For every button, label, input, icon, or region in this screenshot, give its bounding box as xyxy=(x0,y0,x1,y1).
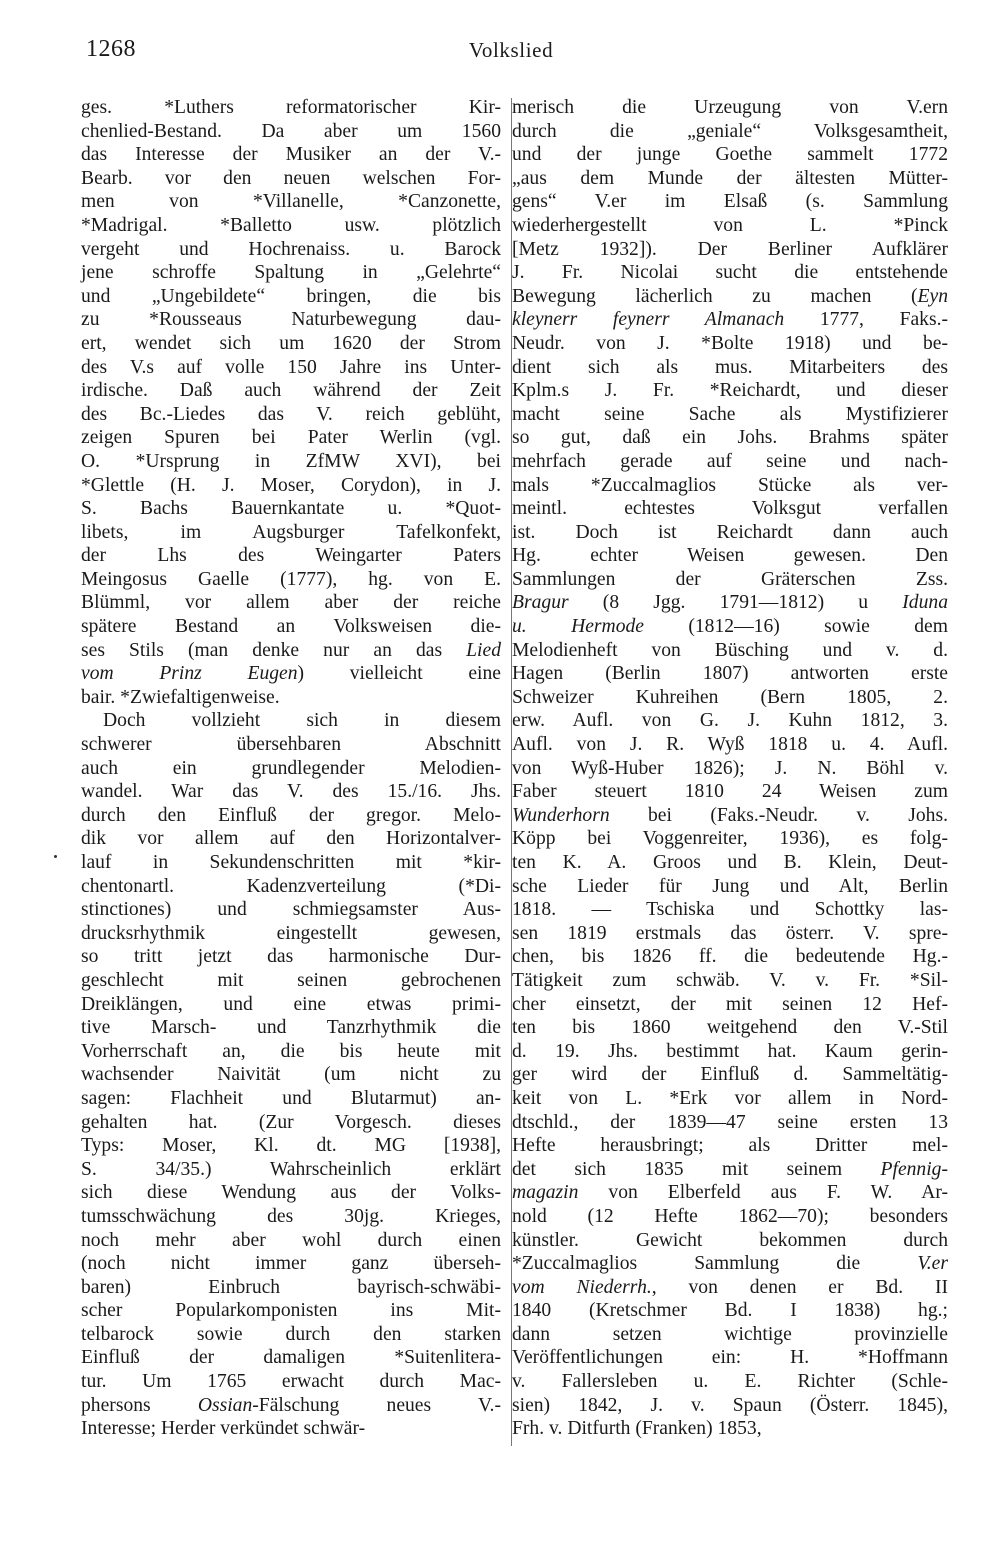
text-line: Hg. echter Weisen gewesen. Den xyxy=(512,545,948,567)
text-line: wandel. War das V. des 15./16. Jhs. xyxy=(81,781,501,803)
text-line: Aufl. von J. R. Wyß 1818 u. 4. Aufl. xyxy=(512,734,948,756)
text-line: libets, im Augsburger Tafelkonfekt, xyxy=(81,521,501,543)
text-line: men von *Villanelle, *Canzonette, xyxy=(81,191,501,213)
text-line: Bragur (8 Jgg. 1791—1812) u Iduna xyxy=(512,592,948,614)
text-line: Faber steuert 1810 24 Weisen zum xyxy=(512,781,948,803)
text-line: Neudr. von J. *Bolte 1918) und be- xyxy=(512,332,948,354)
text-line: S. 34/35.) Wahrscheinlich erklärt xyxy=(81,1158,501,1180)
text-line: S. Bachs Bauernkantate u. *Quot- xyxy=(81,498,501,520)
text-line: sien) 1842, J. v. Spaun (Österr. 1845), xyxy=(512,1394,948,1416)
text-line: jene schroffe Spaltung in „Gelehrte“ xyxy=(81,262,501,284)
text-line: das Interesse der Musiker an der V.- xyxy=(81,144,501,166)
text-line: dann setzen wichtige provinzielle xyxy=(512,1323,948,1345)
text-line: erw. Aufl. von G. J. Kuhn 1812, 3. xyxy=(512,710,948,732)
text-line: ges. *Luthers reformatorischer Kir- xyxy=(81,97,501,118)
text-line: *Glettle (H. J. Moser, Corydon), in J. xyxy=(81,474,501,496)
text-line: 1840 (Kretschmer Bd. I 1838) hg.; xyxy=(512,1300,948,1322)
running-head: Volkslied xyxy=(468,38,554,62)
text-line: auch ein grundlegender Melodien- xyxy=(81,757,501,779)
text-line: kleynerr feynerr Almanach 1777, Faks.- xyxy=(512,309,949,331)
text-line: phersons Ossian-Fälschung neues V.- xyxy=(81,1394,501,1416)
text-line: des Bc.-Liedes das V. reich geblüht, xyxy=(81,403,501,425)
text-line: sen 1819 erstmals das österr. V. spre- xyxy=(512,922,948,944)
text-line: dik vor allem auf den Horizontalver- xyxy=(81,828,501,850)
text-line: Blümml, vor allem aber der reiche xyxy=(81,592,501,614)
text-line: zeigen Spuren bei Pater Werlin (vgl. xyxy=(81,427,501,449)
text-line: u. Hermode (1812—16) sowie dem xyxy=(512,616,948,638)
text-line: *Madrigal. *Balletto usw. plötzlich xyxy=(81,214,501,236)
text-line: O. *Ursprung in ZfMW XVI), bei xyxy=(81,450,501,472)
text-line: v. Fallersleben u. E. Richter (Schle- xyxy=(512,1371,948,1393)
text-line: chentonartl. Kadenzverteilung (*Di- xyxy=(81,875,501,897)
text-line: (noch nicht immer ganz überseh- xyxy=(81,1253,501,1275)
text-line: künstler. Gewicht bekommen durch xyxy=(512,1229,948,1251)
text-line: so gut, daß ein Johs. Brahms später xyxy=(512,427,948,449)
text-line: telbarock sowie durch den starken xyxy=(81,1323,501,1345)
text-line: vergeht und Hochrenaiss. u. Barock xyxy=(81,238,501,260)
text-line: Meingosus Gaelle (1777), hg. von E. xyxy=(81,568,501,590)
text-line: meintl. echtestes Volksgut verfallen xyxy=(512,498,948,520)
text-line: Vorherrschaft an, die bis heute mit xyxy=(81,1040,501,1062)
text-line: tive Marsch- und Tanzrhythmik die xyxy=(81,1017,501,1039)
text-line: und „Ungebildete“ bringen, die bis xyxy=(81,285,501,307)
text-line: magazin von Elberfeld aus F. W. Ar- xyxy=(512,1182,948,1204)
text-line: wiederhergestellt von L. *Pinck xyxy=(512,214,948,236)
text-line: irdische. Daß auch während der Zeit xyxy=(81,380,501,402)
text-line: gehalten hat. (Zur Vorgesch. dieses xyxy=(81,1111,501,1133)
margin-speck xyxy=(54,855,57,858)
page-number: 1268 xyxy=(86,36,136,62)
text-line: 1818. — Tschiska und Schottky las- xyxy=(512,899,948,921)
text-line: Wunderhorn bei (Faks.-Neudr. v. Johs. xyxy=(512,804,948,826)
text-line: Bewegung lächerlich zu machen (Eyn xyxy=(512,285,948,307)
text-line: Bearb. vor den neuen welschen For- xyxy=(81,167,501,189)
text-line: nold (12 Hefte 1862—70); besonders xyxy=(512,1205,948,1227)
text-line: Melodienheft von Büsching und v. d. xyxy=(512,639,948,661)
text-line: „aus dem Munde der ältesten Mütter- xyxy=(512,167,948,189)
text-line: und der junge Goethe sammelt 1772 xyxy=(512,144,948,166)
text-line: [Metz 1932]). Der Berliner Aufklärer xyxy=(512,238,948,260)
text-line: sche Lieder für Jung und Alt, Berlin xyxy=(512,875,948,897)
text-line: Interesse; Herder verkündet schwär- xyxy=(81,1418,366,1440)
text-line: zu *Rousseaus Naturbewegung dau- xyxy=(81,309,501,331)
text-line: Tätigkeit zum schwäb. V. v. Fr. *Sil- xyxy=(512,969,948,991)
text-line: stinctiones) und schmiegsamster Aus- xyxy=(81,899,501,921)
text-line: Veröffentlichungen ein: H. *Hoffmann xyxy=(512,1347,948,1369)
right-column xyxy=(512,96,948,1441)
text-line: cher einsetzt, der mit seinen 12 Hef- xyxy=(512,993,948,1015)
text-line: so tritt jetzt das harmonische Dur- xyxy=(81,946,501,968)
page-header xyxy=(86,36,936,76)
text-line: d. 19. Jhs. bestimmt hat. Kaum gerin- xyxy=(512,1040,948,1062)
text-line: ten bis 1860 weitgehend den V.-Stil xyxy=(512,1017,948,1039)
text-line: tumsschwächung des 30jg. Krieges, xyxy=(81,1205,501,1227)
text-line: J. Fr. Nicolai sucht die entstehende xyxy=(512,262,948,284)
text-line: ert, wendet sich um 1620 der Strom xyxy=(81,332,501,354)
text-line: Typs: Moser, Kl. dt. MG [1938], xyxy=(81,1135,501,1157)
text-line: baren) Einbruch bayrisch-schwäbi- xyxy=(81,1276,501,1298)
text-line: Hefte herausbringt; als Dritter mel- xyxy=(512,1135,948,1157)
text-line: schwerer übersehbaren Abschnitt xyxy=(81,734,501,756)
text-line: vom Niederrh., von denen er Bd. II xyxy=(512,1276,948,1298)
text-line: Einfluß der damaligen *Suitenlitera- xyxy=(81,1347,501,1369)
left-column xyxy=(81,96,501,1441)
text-line: Kplm.s J. Fr. *Reichardt, und dieser xyxy=(512,380,948,402)
text-line: dtschld., der 1839—47 seine ersten 13 xyxy=(512,1111,948,1133)
text-line: spätere Bestand an Volksweisen die- xyxy=(81,616,501,638)
text-line: mals *Zuccalmaglios Stücke als ver- xyxy=(512,474,948,496)
text-line: ses Stils (man denke nur an das Lied xyxy=(81,639,501,661)
text-line: merisch die Urzeugung von V.ern xyxy=(512,97,948,118)
text-line: bair. *Zwiefaltigenweise. xyxy=(81,686,280,708)
text-line: chenlied-Bestand. Da aber um 1560 xyxy=(81,120,501,142)
text-line: ist. Doch ist Reichardt dann auch xyxy=(512,521,948,543)
text-line: der Lhs des Weingarter Paters xyxy=(81,545,501,567)
text-line: gens“ V.er im Elsaß (s. Sammlung xyxy=(512,191,948,213)
text-line: *Zuccalmaglios Sammlung die V.er xyxy=(512,1253,948,1275)
text-line: ger wird der Einfluß d. Sammeltätig- xyxy=(512,1064,948,1086)
text-line: noch mehr aber wohl durch einen xyxy=(81,1229,501,1251)
text-line: scher Popularkomponisten ins Mit- xyxy=(81,1300,501,1322)
text-line: keit von L. *Erk vor allem in Nord- xyxy=(512,1087,948,1109)
text-line: Hagen (Berlin 1807) antworten erste xyxy=(512,663,948,685)
text-line: mehrfach gerade auf seine und nach- xyxy=(512,450,948,472)
text-line: Schweizer Kuhreihen (Bern 1805, 2. xyxy=(512,686,948,708)
text-line: von Wyß-Huber 1826); J. N. Böhl v. xyxy=(512,757,948,779)
text-line: drucksrhythmik eingestellt gewesen, xyxy=(81,922,501,944)
text-line: durch die „geniale“ Volksgesamtheit, xyxy=(512,120,948,142)
text-line: geschlecht mit seinen gebrochenen xyxy=(81,969,501,991)
text-line: dient sich als mus. Mitarbeiters des xyxy=(512,356,948,378)
text-line: Doch vollzieht sich in diesem xyxy=(103,710,501,732)
text-line: wachsender Naivität (um nicht zu xyxy=(81,1064,501,1086)
text-line: vom Prinz Eugen) vielleicht eine xyxy=(81,663,501,685)
text-line: ten K. A. Groos und B. Klein, Deut- xyxy=(512,852,948,873)
text-line: Köpp bei Voggenreiter, 1936), es folg- xyxy=(512,828,948,850)
text-line: Dreiklängen, und eine etwas primi- xyxy=(81,993,501,1015)
text-line: Sammlungen der Gräterschen Zss. xyxy=(512,568,948,590)
text-line: lauf in Sekundenschritten mit *kir- xyxy=(81,852,501,873)
text-line: durch den Einfluß der gregor. Melo- xyxy=(81,804,501,826)
text-line: tur. Um 1765 erwacht durch Mac- xyxy=(81,1371,501,1393)
text-line: chen, bis 1826 ff. die bedeutende Hg.- xyxy=(512,946,948,968)
text-line: des V.s auf volle 150 Jahre ins Unter- xyxy=(81,356,501,378)
text-line: sich diese Wendung aus der Volks- xyxy=(81,1182,501,1204)
text-line: sagen: Flachheit und Blutarmut) an- xyxy=(81,1087,501,1109)
text-line: macht seine Sache als Mystifizierer xyxy=(512,403,948,425)
text-line: Frh. v. Ditfurth (Franken) 1853, xyxy=(512,1418,762,1440)
text-line: det sich 1835 mit seinem Pfennig- xyxy=(512,1158,948,1180)
